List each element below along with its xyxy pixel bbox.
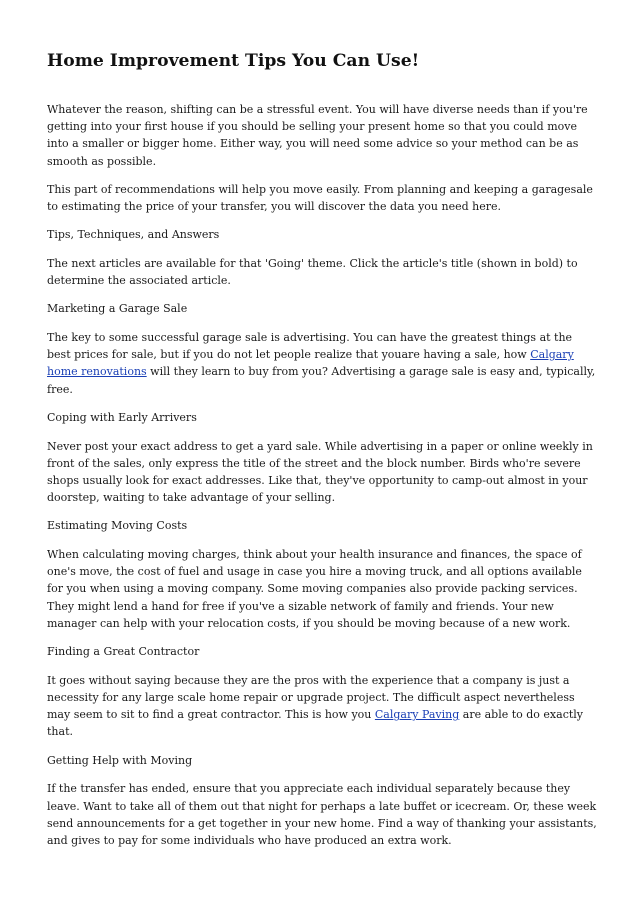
- section-body-contractor: [47, 672, 597, 741]
- calgary-paving-link[interactable]: Calgary Paving: [374, 708, 460, 722]
- page-title: Home Improvement Tips You Can Use!: [47, 51, 420, 71]
- section-body-garage-sale: [47, 329, 597, 398]
- contractor-text-after: are able to do exactly that.: [47, 708, 584, 739]
- garage-sale-text-after: will they learn to buy from you? Advertising a garage sale is easy and, typically, free.: [47, 365, 596, 396]
- section-heading-contractor: Finding a Great Contractor: [47, 645, 200, 659]
- calgary-home-renovations-link[interactable]: Calgary home renovations: [47, 348, 574, 379]
- document-body: [47, 101, 597, 860]
- intro-paragraph-1: Whatever the reason, shifting can be a stressful event. You will have diverse needs than if you're getting into your first house if you should be selling your present home so that you could move into a smaller or bigger home. Either way, you will need some advice so your method can be as smooth as possible.: [47, 103, 588, 168]
- section-body-moving-help: If the transfer has ended, ensure that you appreciate each individual separately because they leave. Want to take all of them out that night for perhaps a late buffet or icecream. Or, these week send announcements for a get together in your new home. Find a way of thanking your assistants, and gives to pay for some individuals who have produced an extra work.: [47, 782, 597, 847]
- section-heading-early-arrivers: Coping with Early Arrivers: [47, 410, 197, 424]
- section-heading-moving-help: Getting Help with Moving: [47, 753, 193, 767]
- garage-sale-text-before: The key to some successful garage sale is advertising. You can have the greatest things at the best prices for sale, but if you do not let people realize that youare having a sale, how: [47, 331, 573, 362]
- section-body-tips: The next articles are available for that 'Going' theme. Click the article's title (shown in bold) to determine the associated article.: [47, 256, 578, 288]
- section-heading-tips: Tips, Techniques, and Answers: [47, 228, 220, 242]
- section-body-moving-costs: When calculating moving charges, think about your health insurance and finances, the space of one's move, the cost of fuel and usage in case you hire a moving truck, and all options available for you when using a moving company. Some moving companies also provide packing services. They might lend a hand for free if you've a sizable network of family and friends. Your new manager can help with your relocation costs, if you should be moving because of a new work.: [47, 548, 582, 630]
- section-heading-moving-costs: Estimating Moving Costs: [47, 519, 188, 533]
- section-body-early-arrivers: Never post your exact address to get a yard sale. While advertising in a paper or online weekly in front of the sales, only express the title of the street and the block number. Birds who're severe shops usually look for exact addresses. Like that, they've opportunity to camp-out almost in your doorstep, waiting to take advantage of your selling.: [47, 439, 593, 505]
- contractor-text-before: It goes without saying because they are the pros with the experience that a company is just a necessity for any large scale home repair or upgrade project. The difficult aspect nevertheless may seem to sit to find a great contractor. This is how you: [47, 673, 575, 722]
- intro-paragraph-2: This part of recommendations will help you move easily. From planning and keeping a garagesale to estimating the price of your transfer, you will discover the data you need here.: [47, 182, 593, 214]
- section-heading-garage-sale: Marketing a Garage Sale: [47, 302, 188, 316]
